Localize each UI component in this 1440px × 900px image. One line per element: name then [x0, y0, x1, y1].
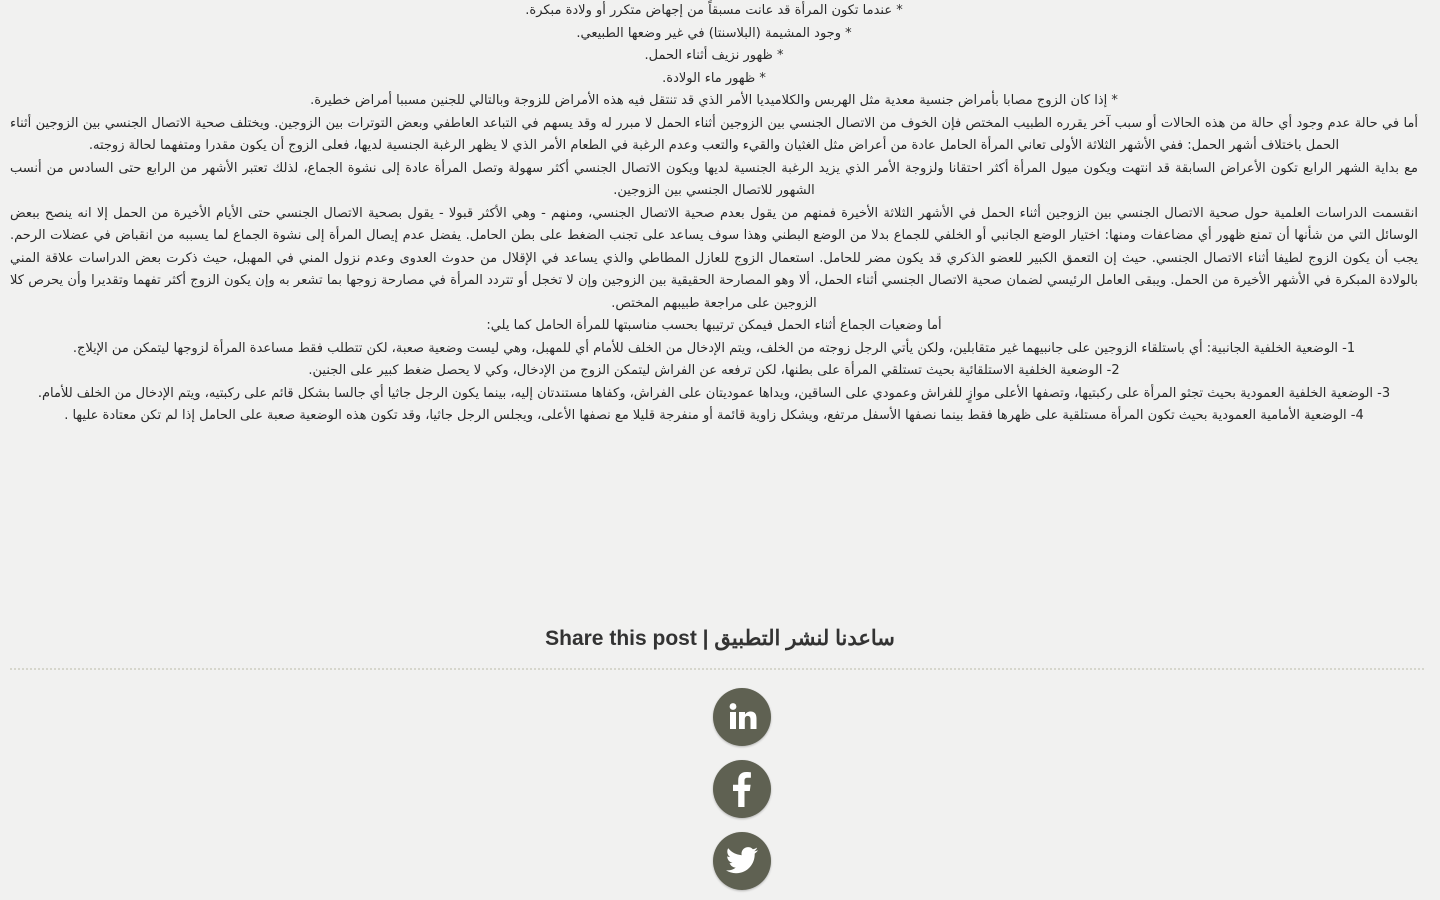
article-paragraph: مع بداية الشهر الرابع تكون الأعراض السابقة قد انتهت ويكون ميول المرأة أكثر احتقانا ولزوجة الأمر الذي يزيد الرغبة الجنسية لديها ويكون الاتصال الجنسي أكثر سهولة وتصل المرأة عادة إلى نشوة الجماع، لذلك تعتبر الأشهر من الرابع حتى السادس من أنسب الشهور للاتصال الجنسي بين الزوجين. — [10, 160, 1418, 198]
article-paragraph: أما وضعيات الجماع أثناء الحمل فيمكن ترتيبها بحسب مناسبتها للمرأة الحامل كما يلي: — [486, 318, 942, 333]
article-paragraph: 3- الوضعية الخلفية العمودية بحيث تجثو المرأة على ركبتيها، وتصفها الأعلى موازٍ للفراش وعمودي على الساقين، ويداها عموديتان على الفراش، وكفاها مستندتان إليه، بينما يكون الرجل جاثيا أي جالسا بشكل قائم على ركبتيه، ويتم الإدخال من الخلف للأمام. — [37, 385, 1391, 401]
article-paragraph: * عندما تكون المرأة قد عانت مسبقاً من إجهاض متكرر أو ولادة مبكرة. — [525, 3, 903, 18]
twitter-button[interactable] — [713, 832, 771, 890]
article-paragraph: * ظهور ماء الولادة. — [662, 70, 766, 86]
article-body — [10, 0, 1418, 428]
article-paragraph: 2- الوضعية الخلفية الاستلقائية بحيث تستلقي المرأة على بطنها، لكن ترفعه عن الفراش ليتمكن الزوج من الإدخال، وكي لا يحصل ضغط كبير على الجنين. — [308, 363, 1120, 378]
facebook-button[interactable] — [713, 760, 771, 818]
article-paragraph: انقسمت الدراسات العلمية حول صحية الاتصال الجنسي بين الزوجين أثناء الحمل في الأشهر الثلاثة الأخيرة فمنهم من يقول بعدم صحية الاتصال الجنسي، ومنهم - وهي الأكثر قبولا - يقول بصحية الاتصال الجنسي حتى الأيام الأخيرة من الحمل إلا انه ينصح ببعض الوسائل التي من شأنها أن تمنع ظهور أي مضاعفات ومنها: اختيار الوضع الجانبي أو الخلفي للجماع بدلا من الوضع البطني وهذا سوف يساعد على تجنب الضغط على بطن الحامل. يفضل عدم إيصال المرأة إلى نشوة الجماع لما يسببه من انقباض في عضلات الرحم. يجب أن يكون الزوج لطيفا أثناء الاتصال الجنسي. حيث إن التعمق الكبير للعضو الذكري قد يكون مضر للحامل. استعمال الزوج للعازل المطاطي والذي يساعد في الإقلال من حدوث العدوى وعدم نزول المني في المهبل، حيث ذكرت بعض الدراسات علاقة المني بالولادة المبكرة في الأشهر الأخيرة من الحمل. ويبقى العامل الرئيسي لضمان صحية الاتصال الجنسي أثناء الحمل، ألا وهو المصارحة الحقيقية بين الزوجين وإن لا تخجل أو تتردد المرأة في مصارحة زوجها بما تشعر به وإن يكون الزوج أكثر تفهما وتقديرا وأن يحرص كلا الزوجين على مراجعة طبيبهم المختص. — [10, 205, 1418, 311]
share-heading: Share this post | ساعدنا لنشر التطبيق — [545, 627, 895, 650]
linkedin-icon — [725, 700, 759, 734]
twitter-icon — [725, 846, 759, 876]
divider — [10, 668, 1424, 670]
linkedin-button[interactable] — [713, 688, 771, 746]
article-paragraph: * ظهور نزيف أثناء الحمل. — [644, 48, 784, 63]
facebook-icon — [725, 770, 759, 808]
article-paragraph: 1- الوضعية الخلفية الجانبية: أي باستلقاء الزوجين على جانبيهما غير متقابلين، ولكن يأتي الرجل زوجته من الخلف، ويتم الإدخال من الخلف للأمام أي للمهبل، وهي ليست وضعية صعبة، لكن تتطلب فقط مساعدة المرأة لزوجها ليتمكن من الإيلاج. — [72, 340, 1356, 356]
article-paragraph: * وجود المشيمة (البلاسنتا) في غير وضعها الطبيعي. — [576, 25, 852, 41]
article-paragraph: أما في حالة عدم وجود أي حالة من هذه الحالات أو سبب آخر يقرره الطبيب المختص فإن الخوف من الاتصال الجنسي بين الزوجين أثناء الحمل لا مبرر له وقد يسهم في التباعد العاطفي وبعض التوترات بين الزوجين. ويختلف صحية الاتصال الجنسي بين الزوجين أثناء الحمل باختلاف أشهر الحمل: ففي الأشهر الثلاثة الأولى تعاني المرأة الحامل عادة من أعراض مثل الغثيان والقيء والتعب وعدم الرغبة في الطعام الأمر الذي لا يظهر الرغبة الجنسية لديها، فعلى الزوج أن يكون مقدرا ومتفهما لحالة زوجته. — [10, 115, 1418, 153]
article-paragraph: * إذا كان الزوج مصابا بأمراض جنسية معدية مثل الهربس والكلاميديا الأمر الذي قد تنتقل فيه هذه الأمراض للزوجة وبالتالي للجنين مسببا أمراض خطيرة. — [310, 93, 1118, 108]
article-paragraph: 4- الوضعية الأمامية العمودية بحيث تكون المرأة مستلقية على ظهرها فقط بينما نصفها الأسفل مرتفع، ويشكل زاوية قائمة أو منفرجة قليلا مع نصفها الأعلى، ويجلس الرجل جاثيا، وقد تكون هذه الوضعية صعبة على الحامل إذا لم تكن معتادة عليها . — [64, 408, 1364, 423]
